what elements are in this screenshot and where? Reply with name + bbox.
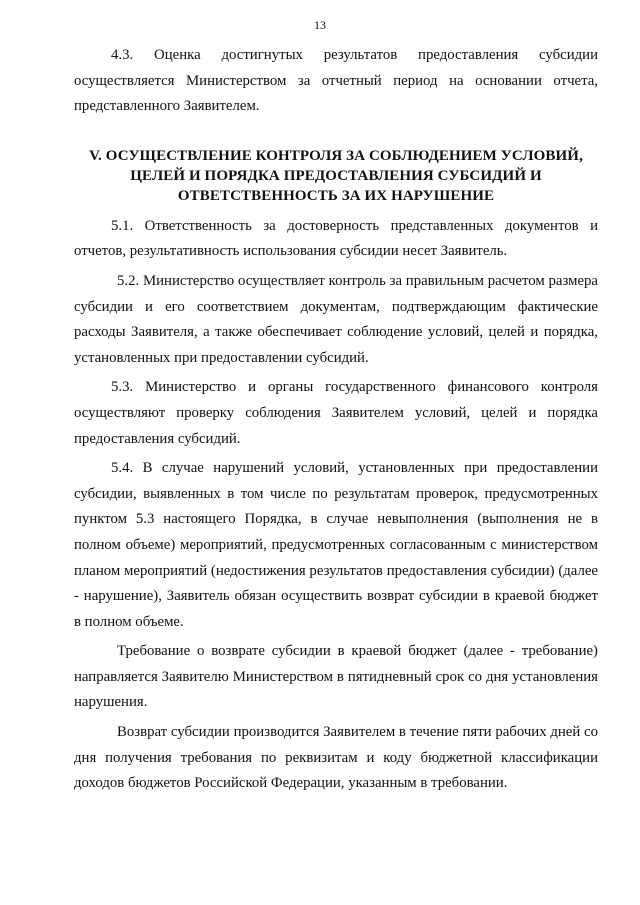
paragraph-5-3: 5.3. Министерство и органы государственного финансового контроля осуществляют проверку соблюдения Заявителем условий, целей и порядка предоставления субсидий. <box>74 379 598 447</box>
page-number: 13 <box>314 18 326 32</box>
paragraph-5-1: 5.1. Ответственность за достоверность представленных документов и отчетов, результативность использования субсидии несет Заявитель. <box>74 217 598 260</box>
paragraph-4-3: 4.3. Оценка достигнутых результатов предоставления субсидии осуществляется Министерством за отчетный период на основании отчета, представленного Заявителем. <box>74 47 598 115</box>
section-title-line: V. ОСУЩЕСТВЛЕНИЕ КОНТРОЛЯ ЗА СОБЛЮДЕНИЕМ УСЛОВИЙ, <box>89 147 583 164</box>
section-title <box>74 146 598 206</box>
document-body <box>74 43 598 801</box>
paragraph-5-2: 5.2. Министерство осуществляет контроль за правильным расчетом размера субсидии и его соответствием документам, подтверждающим фактические расходы Заявителя, а также обеспечивает соблюдение условий, целей и порядка, установленных при предоставлении субсидий. <box>74 272 598 366</box>
paragraph-requirement: Требование о возврате субсидии в краевой бюджет (далее - требование) направляется Заявителю Министерством в пятидневный срок со дня установления нарушения. <box>74 643 598 711</box>
section-title-line: ОТВЕТСТВЕННОСТЬ ЗА ИХ НАРУШЕНИЕ <box>177 187 495 204</box>
paragraph-refund: Возврат субсидии производится Заявителем в течение пяти рабочих дней со дня получения требования по реквизитам и коду бюджетной классификации доходов бюджетов Российской Федерации, указанным в требовании. <box>74 724 598 792</box>
section-title-line: ЦЕЛЕЙ И ПОРЯДКА ПРЕДОСТАВЛЕНИЯ СУБСИДИЙ И <box>130 167 542 184</box>
paragraph-5-4: 5.4. В случае нарушений условий, установленных при предоставлении субсидии, выявленных в том числе по результатам проверок, предусмотренных пунктом 5.3 настоящего Порядка, в случае невыполнения (выполнения не в полном объеме) мероприятий, предусмотренных согласованным с министерством планом мероприятий (недостижения результатов предоставления субсидии) (далее - нарушение), Заявитель обязан осуществить возврат субсидии в краевой бюджет в полном объеме. <box>74 460 598 630</box>
